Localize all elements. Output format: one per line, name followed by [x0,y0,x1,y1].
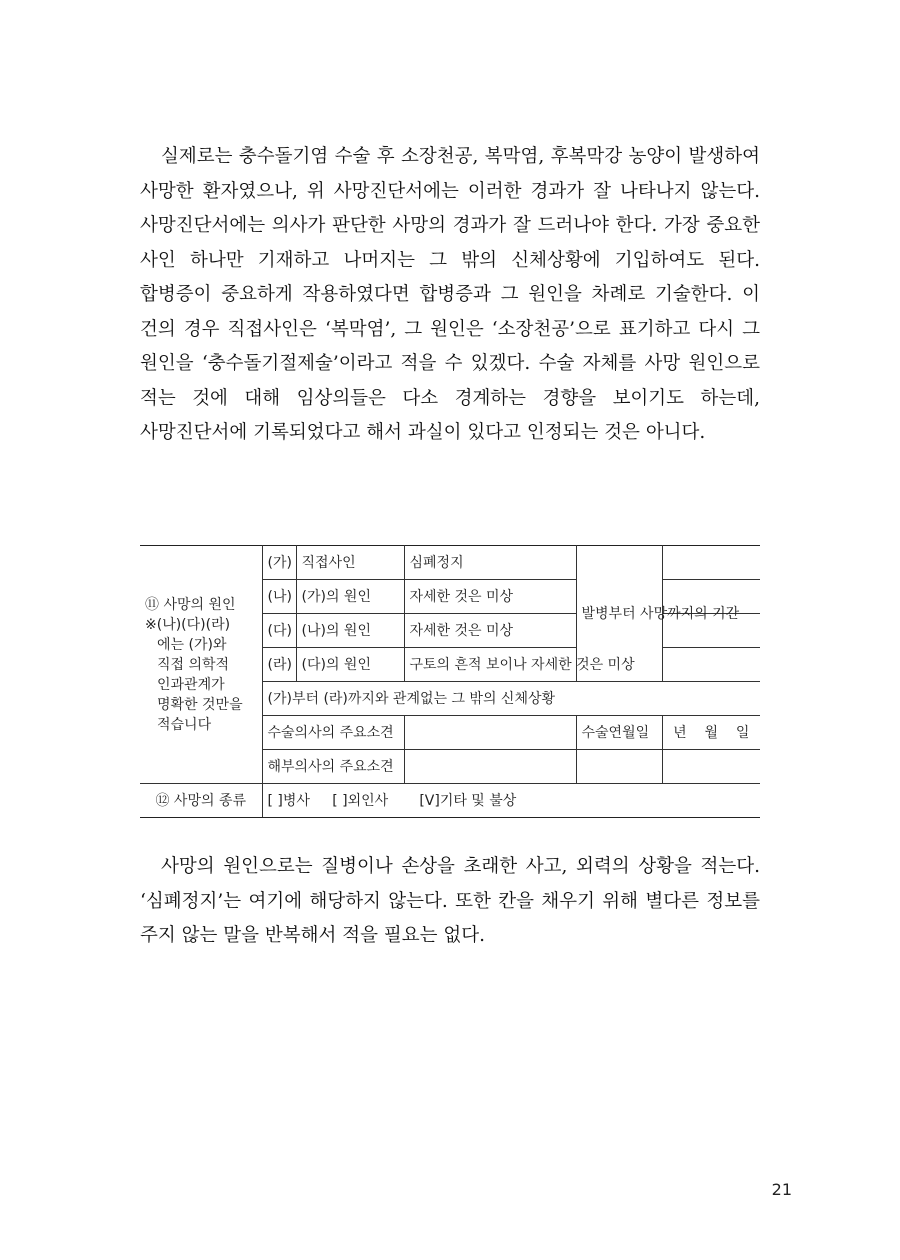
autopsy-blank-1 [576,750,662,784]
autopsy-findings-value [404,750,576,784]
cause-row-b-mark: (나) [262,580,296,614]
cause-row-c-value: 자세한 것은 미상 [404,614,576,648]
autopsy-findings-label: 해부의사의 주요소견 [262,750,404,784]
other-conditions-label: (가)부터 (라)까지와 관계없는 그 밖의 신체상황 [262,682,760,716]
surgeon-findings-value [404,716,576,750]
cause-row-c-mark: (다) [262,614,296,648]
cause-row-a-mark: (가) [262,546,296,580]
cause-row-d-desc: (다)의 원인 [296,648,404,682]
death-type-options [262,784,760,818]
page-number: 21 [771,1180,792,1199]
cause-row-d-value: 구토의 흔적 보이나 자세한 것은 미상 [404,648,576,682]
autopsy-blank-2 [662,750,760,784]
cause-row-a-value: 심폐정지 [404,546,576,580]
death-type-label: ⑫ 사망의 종류 [140,784,262,818]
cause-row-a-desc: 직접사인 [296,546,404,580]
surgeon-findings-label: 수술의사의 주요소견 [262,716,404,750]
cause-of-death-label: ⑪ 사망의 원인 ※(나)(다)(라) 에는 (가)와 직접 의학적 인과관계가 명확한 것만을 적습니다 [140,546,262,784]
surgery-date-label: 수술연월일 [576,716,662,750]
surgery-date-value: 년 월 일 [662,716,760,750]
cause-row-b-desc: (가)의 원인 [296,580,404,614]
cause-row-d-mark: (라) [262,648,296,682]
duration-d-cell [662,648,760,682]
body-paragraph-2: 사망의 원인으로는 질병이나 손상을 초래한 사고, 외력의 상황을 적는다. ‘심폐정지’는 여기에 해당하지 않는다. 또한 칸을 채우기 위해 별다른 정보를 주지 않는 말을 반복해서 적을 필요는 없다. [140,856,760,946]
duration-a-cell [662,546,760,580]
cause-row-c-desc: (나)의 원인 [296,614,404,648]
death-certificate-form [140,545,760,818]
death-type-other: [V]기타 및 불상 [419,792,517,809]
death-type-external: [ ]외인사 [332,792,389,809]
duration-label: 발병부터 사망까지의 기간 [576,546,662,682]
death-type-disease: [ ]병사 [267,792,310,809]
body-paragraph-1: 실제로는 충수돌기염 수술 후 소장천공, 복막염, 후복막강 농양이 발생하여 사망한 환자였으나, 위 사망진단서에는 이러한 경과가 잘 나타나지 않는다. 사망진단서에는 의사가 판단한 사망의 경과가 잘 드러나야 한다. 가장 중요한 사인 하나만 기재하고 나머지는 그 밖의 신체상황에 기입하여도 된다. 합병증이 중요하게 작용하였다면 합병증과 그 원인을 차례로 기술한다. 이 건의 경우 직접사인은 ‘복막염’, 그 원인은 ‘소장천공’으로 표기하고 다시 그 원인을 ‘충수돌기절제술’이라고 적을 수 있겠다. 수술 자체를 사망 원인으로 적는 것에 대해 임상의들은 다소 경계하는 경향을 보이기도 하는데, 사망진단서에 기록되었다고 해서 과실이 있다고 인정되는 것은 아니다. [140,146,760,443]
cause-row-b-value: 자세한 것은 미상 [404,580,576,614]
